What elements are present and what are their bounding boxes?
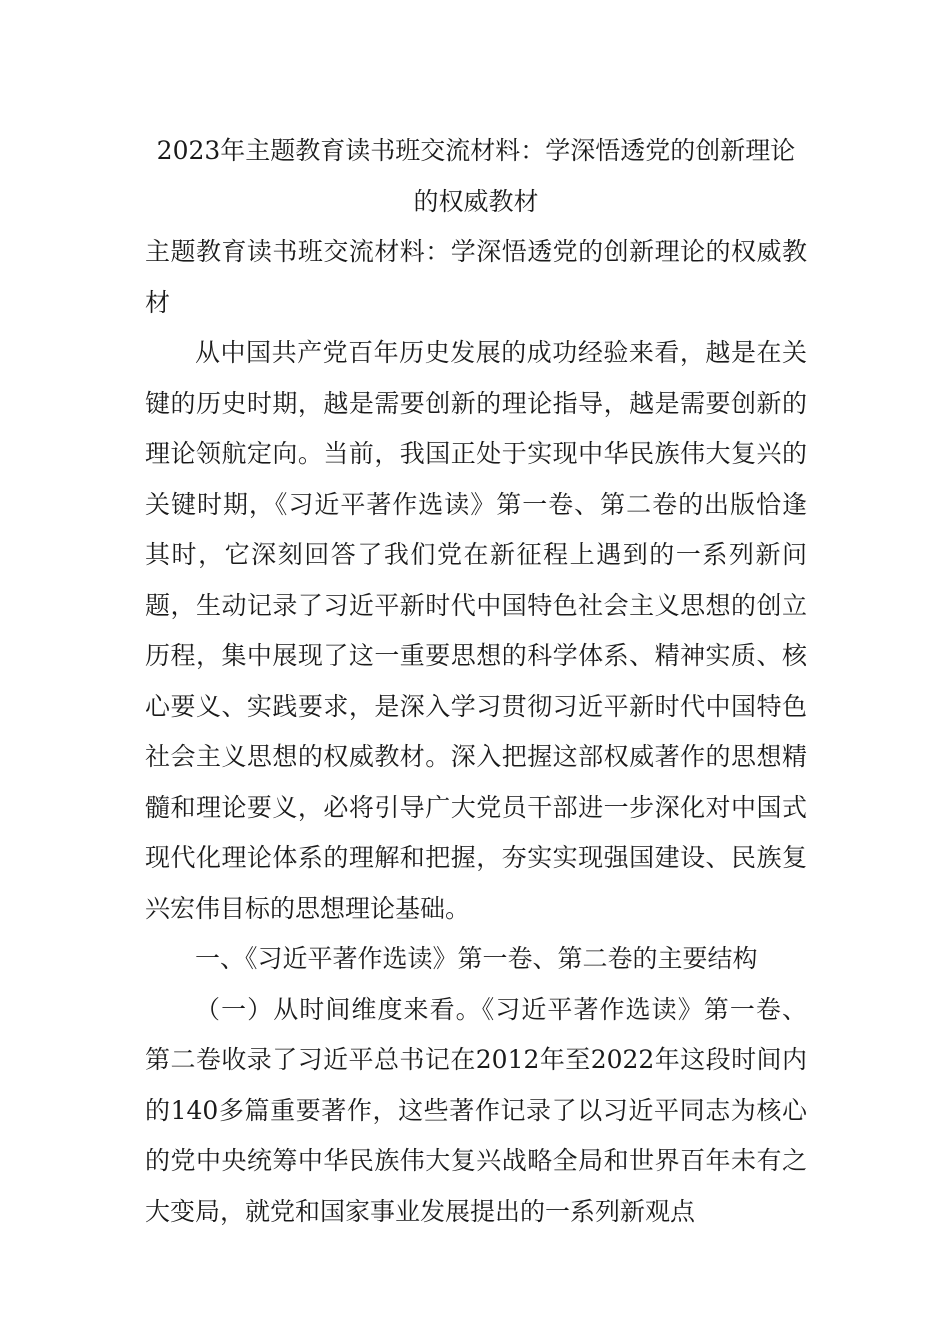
document-subtitle: 主题教育读书班交流材料：学深悟透党的创新理论的权威教材 xyxy=(145,237,807,317)
section-heading-1: 一、《习近平著作选读》第一卷、第二卷的主要结构 xyxy=(195,944,758,973)
body-paragraph-time-dimension: （一）从时间维度来看。《习近平著作选读》第一卷、第二卷收录了习近平总书记在2012年至2022年这段时间内的140多篇重要著作，这些著作记录了以习近平同志为核心的党中央统筹中华民族伟大复兴战略全局和世界百年未有之大变局，就党和国家事业发展提出的一系列新观点 xyxy=(145,994,807,1226)
document-page xyxy=(145,126,807,1237)
body-paragraph-intro: 从中国共产党百年历史发展的成功经验来看，越是在关键的历史时期，越是需要创新的理论指导，越是需要创新的理论领航定向。当前，我国正处于实现中华民族伟大复兴的关键时期，《习近平著作选读》第一卷、第二卷的出版恰逢其时，它深刻回答了我们党在新征程上遇到的一系列新问题，生动记录了习近平新时代中国特色社会主义思想的创立历程，集中展现了这一重要思想的科学体系、精神实质、核心要义、实践要求，是深入学习贯彻习近平新时代中国特色社会主义思想的权威教材。深入把握这部权威著作的思想精髓和理论要义，必将引导广大党员干部进一步深化对中国式现代化理论体系的理解和把握，夯实实现强国建设、民族复兴宏伟目标的思想理论基础。 xyxy=(145,338,807,923)
document-title: 2023年主题教育读书班交流材料：学深悟透党的创新理论的权威教材 xyxy=(156,136,796,216)
